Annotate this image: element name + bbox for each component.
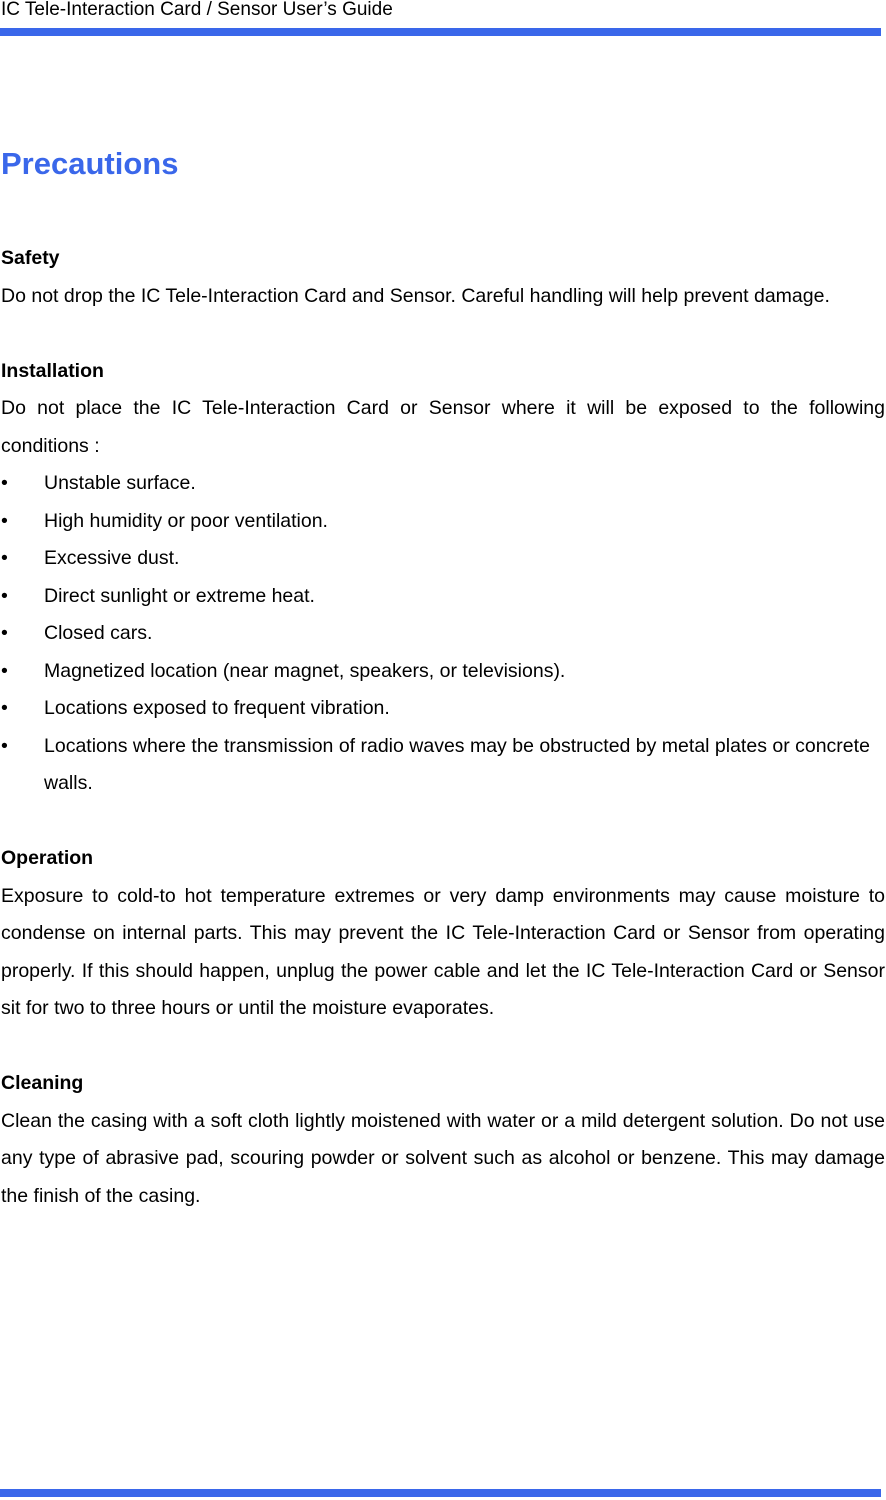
safety-text: Do not drop the IC Tele-Interaction Card and Sensor. Careful handling will help prevent damage. bbox=[1, 284, 830, 307]
operation-text: Exposure to cold-to hot temperature extremes or very damp environments may cause moisture to condense on internal parts. This may prevent the IC Tele-Interaction Card or Sensor from operating properly. If this should happen, unplug the power cable and let the IC Tele-Interaction Card or Sensor sit for two to three hours or until the moisture evaporates. bbox=[1, 884, 885, 1019]
footer-rule bbox=[0, 1489, 881, 1497]
list-item bbox=[1, 503, 885, 541]
installation-heading: Installation bbox=[1, 359, 104, 382]
list-item bbox=[1, 690, 885, 728]
list-item bbox=[1, 465, 885, 503]
bullet-icon: • bbox=[1, 509, 8, 532]
header-rule bbox=[0, 28, 881, 36]
bullet-icon: • bbox=[1, 472, 8, 494]
list-item bbox=[1, 578, 885, 616]
cleaning-section bbox=[1, 1065, 885, 1215]
list-item-text: Locations exposed to frequent vibration. bbox=[44, 697, 390, 719]
precautions-content bbox=[1, 240, 885, 1253]
list-item-text: Closed cars. bbox=[44, 622, 153, 644]
list-item-text: Unstable surface. bbox=[44, 472, 196, 494]
list-item bbox=[1, 540, 885, 578]
bullet-icon: • bbox=[1, 659, 8, 682]
list-item bbox=[1, 615, 885, 653]
bullet-icon: • bbox=[1, 734, 8, 757]
list-item-text: Excessive dust. bbox=[44, 547, 180, 569]
bullet-icon: • bbox=[1, 584, 8, 607]
page-title: Precautions bbox=[1, 146, 179, 181]
list-item bbox=[1, 728, 885, 803]
cleaning-text: Clean the casing with a soft cloth lightly moistened with water or a mild detergent solution. Do not use any type of abrasive pad, scouring powder or solvent such as alcohol or benzene. This may damage the finish of the casing. bbox=[1, 1109, 885, 1207]
list-item-text: Locations where the transmission of radio waves may be obstructed by metal plates or concrete walls. bbox=[44, 734, 870, 794]
bullet-icon: • bbox=[1, 547, 8, 569]
operation-heading: Operation bbox=[1, 847, 94, 869]
installation-section bbox=[1, 353, 885, 803]
bullet-icon: • bbox=[1, 622, 8, 644]
safety-heading: Safety bbox=[1, 247, 60, 269]
list-item-text: High humidity or poor ventilation. bbox=[44, 509, 328, 532]
bullet-icon: • bbox=[1, 697, 8, 719]
list-item-text: Direct sunlight or extreme heat. bbox=[44, 584, 315, 607]
running-header: IC Tele-Interaction Card / Sensor User’s Guide bbox=[1, 0, 393, 20]
installation-conditions-list bbox=[1, 465, 885, 803]
safety-section bbox=[1, 240, 885, 315]
operation-section bbox=[1, 840, 885, 1028]
list-item bbox=[1, 653, 885, 691]
cleaning-heading: Cleaning bbox=[1, 1072, 84, 1094]
list-item-text: Magnetized location (near magnet, speakers, or televisions). bbox=[44, 659, 566, 682]
installation-text: Do not place the IC Tele-Interaction Card or Sensor where it will be exposed to the following conditions : bbox=[1, 397, 885, 457]
